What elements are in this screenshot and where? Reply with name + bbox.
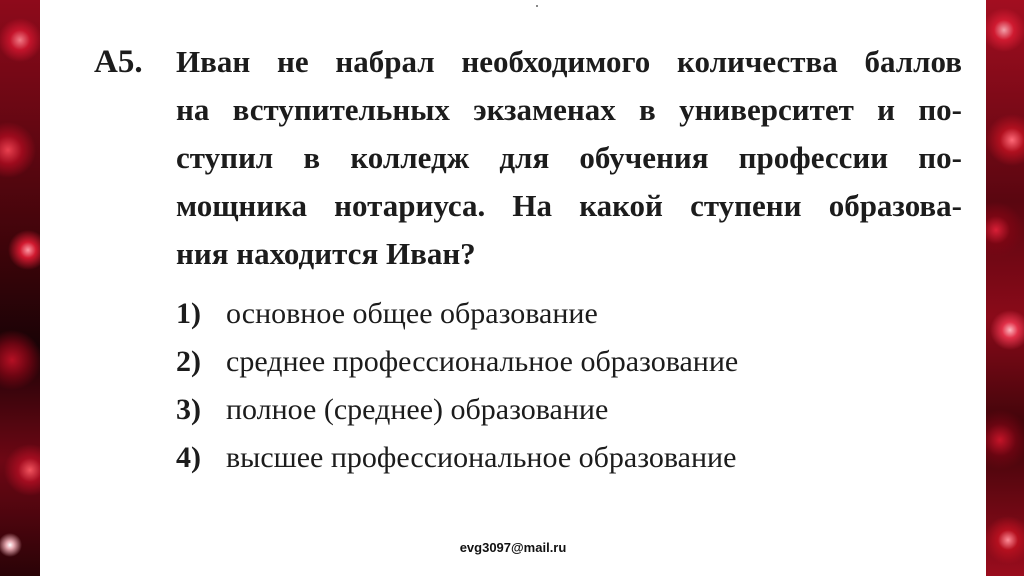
- dust-speck: [536, 5, 538, 7]
- option-text: высшее профессиональное образование: [226, 441, 737, 474]
- test-question-block: [94, 38, 974, 482]
- question-number: А5.: [94, 44, 143, 80]
- question-line: на вступительных экзаменах в университет и по-: [176, 92, 962, 127]
- option-text: среднее профессиональное образование: [226, 345, 739, 378]
- question-line: ступил в колледж для обучения профессии по-: [176, 140, 962, 175]
- question-line: мощника нотариуса. На какой ступени образова-: [176, 188, 962, 223]
- answer-options: [176, 290, 974, 482]
- left-decorative-border: [0, 0, 40, 576]
- question-line: ния находится Иван?: [176, 236, 476, 271]
- question-line: Иван не набрал необходимого количества баллов: [176, 44, 962, 79]
- slide-page: [40, 0, 986, 576]
- option-number: 1): [176, 297, 201, 330]
- answer-option-3: [176, 386, 974, 434]
- answer-option-2: [176, 338, 974, 386]
- author-email: evg3097@mail.ru: [459, 540, 567, 555]
- answer-option-1: [176, 290, 974, 338]
- option-number: 4): [176, 441, 201, 474]
- option-text: полное (среднее) образование: [226, 393, 609, 426]
- answer-option-4: [176, 434, 974, 482]
- option-number: 2): [176, 345, 201, 378]
- option-number: 3): [176, 393, 201, 426]
- question-text: [176, 38, 962, 278]
- right-decorative-border: [986, 0, 1024, 576]
- option-text: основное общее образование: [226, 297, 598, 330]
